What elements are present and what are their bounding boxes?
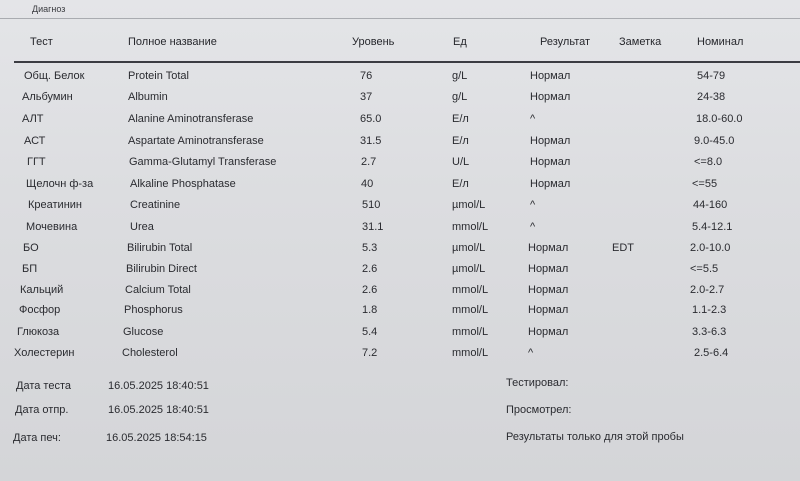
cell-unit: mmol/L (452, 284, 489, 296)
cell-unit: µmol/L (452, 263, 486, 275)
cell-result: Нормал (528, 242, 569, 254)
header-nominal: Номинал (697, 36, 744, 48)
header-level: Уровень (352, 36, 395, 48)
cell-unit: mmol/L (452, 221, 489, 233)
cell-test: Общ. Белок (24, 70, 85, 82)
cell-test: Глюкоза (17, 326, 60, 338)
cell-level: 31.1 (362, 221, 384, 233)
cell-unit: µmol/L (452, 199, 486, 211)
print-date-label: Дата печ: (13, 432, 61, 444)
table-row (0, 304, 800, 324)
cell-full-name: Cholesterol (122, 347, 178, 359)
cell-unit: g/L (452, 91, 468, 103)
table-row (0, 263, 800, 283)
table-row (0, 347, 800, 367)
top-border (0, 0, 800, 19)
table-row (0, 135, 800, 155)
cell-full-name: Bilirubin Direct (126, 263, 197, 275)
cell-result: Нормал (528, 304, 569, 316)
cell-result: Нормал (530, 70, 571, 82)
header-unit: Ед (453, 36, 467, 48)
cell-test: Альбумин (22, 91, 73, 103)
sent-date-label: Дата отпр. (15, 404, 69, 416)
tested-by-label: Тестировал: (506, 377, 569, 389)
cell-result: Нормал (528, 284, 569, 296)
cell-level: 76 (360, 70, 373, 82)
table-row (0, 178, 800, 198)
cell-unit: Е/л (452, 113, 469, 125)
cell-nominal: <=55 (692, 178, 718, 190)
table-row (0, 113, 800, 133)
cell-result: Нормал (530, 156, 571, 168)
cell-test: БО (23, 242, 39, 254)
cell-full-name: Albumin (128, 91, 168, 103)
cell-full-name: Gamma-Glutamyl Transferase (129, 156, 277, 168)
cell-nominal: 1.1-2.3 (692, 304, 727, 316)
cell-level: 510 (362, 199, 381, 211)
cell-test: БП (22, 263, 38, 275)
cell-test: ГГТ (27, 156, 46, 168)
cell-test: Холестерин (14, 347, 75, 359)
table-row (0, 284, 800, 304)
cell-unit: mmol/L (452, 347, 489, 359)
cell-level: 2.7 (361, 156, 377, 168)
table-row (0, 242, 800, 262)
header-result: Результат (540, 36, 591, 48)
cell-test: АСТ (24, 135, 46, 147)
cell-level: 7.2 (362, 347, 378, 359)
cell-level: 31.5 (360, 135, 382, 147)
disclaimer-text: Результаты только для этой пробы (506, 431, 684, 443)
cell-unit: mmol/L (452, 326, 489, 338)
test-date-value: 16.05.2025 18:40:51 (108, 380, 209, 392)
cell-nominal: <=8.0 (694, 156, 723, 168)
cell-full-name: Creatinine (130, 199, 181, 211)
cell-nominal: 9.0-45.0 (694, 135, 735, 147)
cell-full-name: Protein Total (128, 70, 189, 82)
cell-nominal: 2.0-2.7 (690, 284, 725, 296)
cell-test: Мочевина (26, 221, 78, 233)
cell-nominal: <=5.5 (690, 263, 719, 275)
cell-full-name: Alanine Aminotransferase (128, 113, 254, 125)
cell-result: ^ (530, 221, 536, 233)
cell-level: 40 (361, 178, 374, 190)
cell-result: ^ (530, 113, 536, 125)
cell-full-name: Glucose (123, 326, 164, 338)
cell-test: Фосфор (19, 304, 61, 316)
table-row (0, 221, 800, 241)
cell-level: 1.8 (362, 304, 378, 316)
header-divider (14, 61, 800, 63)
cell-result: Нормал (530, 91, 571, 103)
table-row (0, 70, 800, 90)
cell-nominal: 5.4-12.1 (692, 221, 733, 233)
reviewed-by-label: Просмотрел: (506, 404, 572, 416)
table-row (0, 91, 800, 111)
header-note: Заметка (619, 36, 662, 48)
cell-nominal: 44-160 (693, 199, 728, 211)
cell-unit: Е/л (452, 135, 469, 147)
print-date-value: 16.05.2025 18:54:15 (106, 432, 207, 444)
cell-test: Креатинин (28, 199, 82, 211)
cell-nominal: 54-79 (697, 70, 726, 82)
cell-result: Нормал (530, 178, 571, 190)
cell-nominal: 18.0-60.0 (696, 113, 743, 125)
cell-result: ^ (528, 347, 534, 359)
cell-unit: µmol/L (452, 242, 486, 254)
cell-note: EDT (612, 242, 634, 254)
cell-test: АЛТ (22, 113, 44, 125)
diagnosis-label: Диагноз (32, 4, 66, 14)
cell-unit: g/L (452, 70, 468, 82)
cell-level: 37 (360, 91, 373, 103)
cell-full-name: Urea (130, 221, 154, 233)
cell-test: Кальций (20, 284, 64, 296)
cell-unit: U/L (452, 156, 470, 168)
cell-full-name: Bilirubin Total (127, 242, 193, 254)
cell-level: 5.3 (362, 242, 378, 254)
cell-result: Нормал (528, 326, 569, 338)
table-row (0, 156, 800, 176)
test-date-label: Дата теста (16, 380, 71, 392)
cell-full-name: Phosphorus (124, 304, 183, 316)
cell-test: Щелочн ф-за (26, 178, 94, 190)
cell-level: 65.0 (360, 113, 382, 125)
cell-unit: mmol/L (452, 304, 489, 316)
header-full-name: Полное название (128, 36, 217, 48)
cell-level: 2.6 (362, 284, 378, 296)
cell-full-name: Aspartate Aminotransferase (128, 135, 264, 147)
sent-date-value: 16.05.2025 18:40:51 (108, 404, 209, 416)
cell-nominal: 2.0-10.0 (690, 242, 731, 254)
cell-result: Нормал (528, 263, 569, 275)
cell-level: 5.4 (362, 326, 378, 338)
cell-nominal: 3.3-6.3 (692, 326, 727, 338)
cell-full-name: Alkaline Phosphatase (130, 178, 236, 190)
cell-full-name: Calcium Total (125, 284, 191, 296)
cell-result: Нормал (530, 135, 571, 147)
cell-nominal: 24-38 (697, 91, 726, 103)
table-row (0, 326, 800, 346)
cell-unit: Е/л (452, 178, 469, 190)
cell-nominal: 2.5-6.4 (694, 347, 729, 359)
table-row (0, 199, 800, 219)
cell-level: 2.6 (362, 263, 378, 275)
header-test: Тест (30, 36, 53, 48)
cell-result: ^ (530, 199, 536, 211)
